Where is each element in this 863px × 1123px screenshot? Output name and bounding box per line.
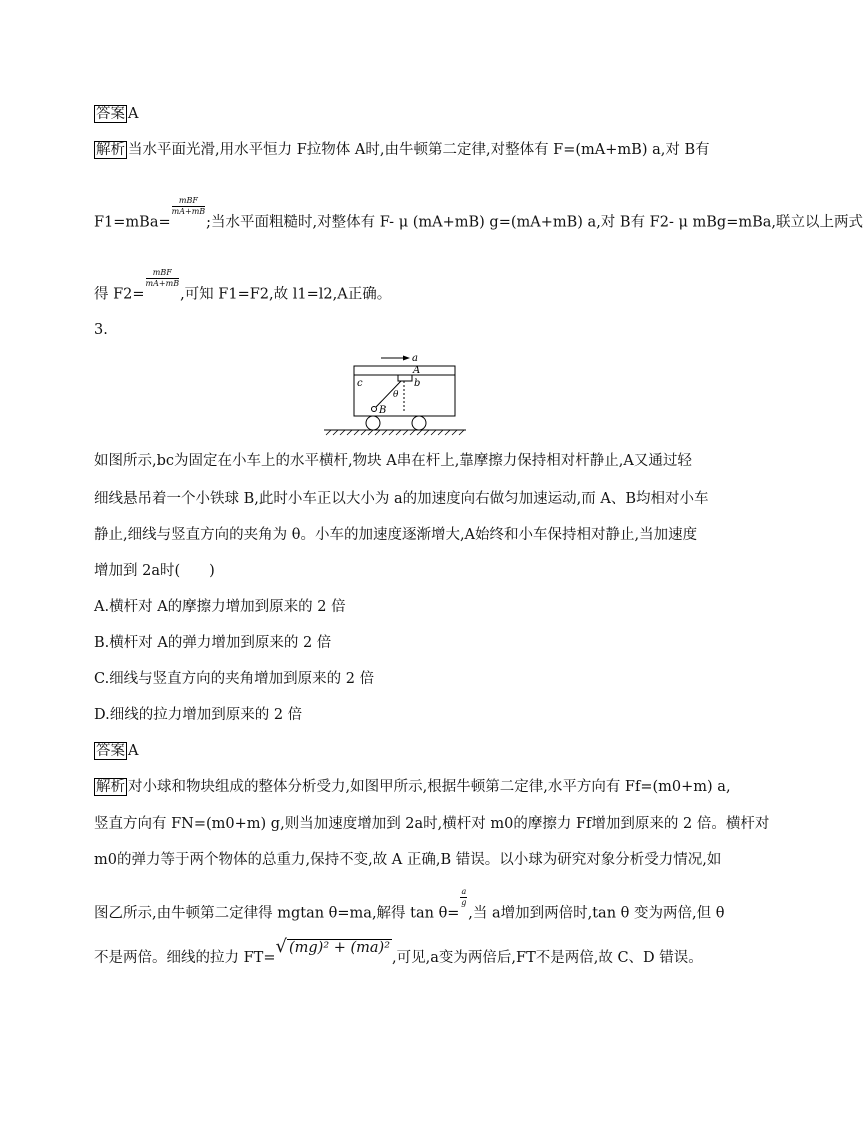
fraction-2 bbox=[146, 268, 180, 289]
q3-answer-line bbox=[94, 741, 138, 761]
analysis-text: 当水平面光滑,用水平恒力 F拉物体 A时,由牛顿第二定律,对整体有 F=(mA+mB) a,对 B有 bbox=[128, 142, 710, 158]
label-B: B bbox=[379, 405, 387, 416]
analysis-line-2 bbox=[94, 196, 863, 233]
analysis-tag: 解析 bbox=[96, 142, 125, 158]
fraction-3 bbox=[460, 887, 467, 908]
stem-line-1: 如图所示,bc为固定在小车上的水平横杆,物块 A串在杆上,靠摩擦力保持相对杆静止,A又通过轻 bbox=[94, 453, 692, 469]
sqrt-expression: √ (mg)² + (ma)² bbox=[275, 936, 391, 957]
formula-f1: F1=mBa= bbox=[94, 214, 171, 231]
label-theta: θ bbox=[393, 390, 399, 400]
q3-analysis-text-4a: 图乙所示,由牛顿第二定律得 mgtan θ=ma,解得 tan θ= bbox=[94, 905, 460, 922]
analysis-line-1 bbox=[94, 140, 710, 160]
q3-analysis-line-2: 竖直方向有 FN=(m0+m) g,则当加速度增加到 2a时,横杆对 m0的摩擦力 Ff增加到原来的 2 倍。横杆对 bbox=[94, 816, 770, 832]
fraction-1-denominator: mA+mB bbox=[171, 207, 206, 216]
formula-f2: 得 F2= bbox=[94, 286, 145, 303]
q3-analysis-line-5 bbox=[94, 936, 703, 968]
fraction-3-numerator: a bbox=[461, 887, 467, 896]
stem-line-2: 细线悬吊着一个小铁球 B,此时小车正以大小为 a的加速度向右做匀加速运动,而 A、B均相对小车 bbox=[94, 491, 709, 507]
analysis-line-3 bbox=[94, 268, 392, 305]
answer-line-1 bbox=[94, 104, 138, 124]
fraction-3-denominator: g bbox=[461, 898, 467, 907]
q3-analysis-text-1: 对小球和物块组成的整体分析受力,如图甲所示,根据牛顿第二定律,水平方向有 Ff=(m0+m) a, bbox=[128, 779, 731, 795]
q3-analysis-line-1 bbox=[94, 777, 731, 797]
question-number: 3. bbox=[94, 322, 108, 338]
q3-analysis-tag: 解析 bbox=[96, 779, 125, 795]
fraction-2-denominator: mA+mB bbox=[145, 279, 180, 288]
label-c: c bbox=[357, 378, 363, 389]
label-a: a bbox=[412, 353, 418, 364]
answer-tag: 答案 bbox=[96, 106, 125, 122]
label-b: b bbox=[414, 378, 421, 389]
q3-answer-tag: 答案 bbox=[96, 743, 125, 759]
fraction-1 bbox=[172, 196, 206, 217]
option-c: C.细线与竖直方向的夹角增加到原来的 2 倍 bbox=[94, 671, 375, 687]
stem-line-4: 增加到 2a时( ) bbox=[94, 563, 215, 579]
label-A: A bbox=[413, 365, 421, 376]
q3-analysis-text-4b: ,当 a增加到两倍时,tan θ 变为两倍,但 θ bbox=[468, 905, 725, 922]
answer-value: A bbox=[128, 106, 139, 122]
q3-analysis-line-4 bbox=[94, 887, 725, 924]
q3-analysis-text-5b: ,可见,a变为两倍后,FT不是两倍,故 C、D 错误。 bbox=[392, 950, 703, 966]
option-d: D.细线的拉力增加到原来的 2 倍 bbox=[94, 707, 303, 723]
option-b: B.横杆对 A的弹力增加到原来的 2 倍 bbox=[94, 635, 332, 651]
stem-line-3: 静止,细线与竖直方向的夹角为 θ。小车的加速度逐渐增大,A始终和小车保持相对静止,当加速度 bbox=[94, 527, 698, 543]
cart-diagram bbox=[324, 351, 466, 436]
q3-analysis-text-5a: 不是两倍。细线的拉力 FT= bbox=[94, 950, 276, 966]
q3-analysis-line-3: m0的弹力等于两个物体的总重力,保持不变,故 A 正确,B 错误。以小球为研究对象分析受力情况,如 bbox=[94, 852, 722, 868]
q3-answer-value: A bbox=[128, 743, 139, 759]
fraction-1-numerator: mBF bbox=[172, 196, 206, 207]
option-a: A.横杆对 A的摩擦力增加到原来的 2 倍 bbox=[94, 599, 346, 615]
analysis-text-2: ;当水平面粗糙时,对整体有 F- μ (mA+mB) g=(mA+mB) a,对 B有 F2- μ mBg=mBa,联立以上两式 bbox=[206, 214, 863, 231]
analysis-text-3: ,可知 F1=F2,故 l1=l2,A正确。 bbox=[180, 286, 392, 303]
fraction-2-numerator: mBF bbox=[146, 268, 180, 279]
sqrt-radicand: (mg)² + (ma)² bbox=[288, 940, 391, 956]
